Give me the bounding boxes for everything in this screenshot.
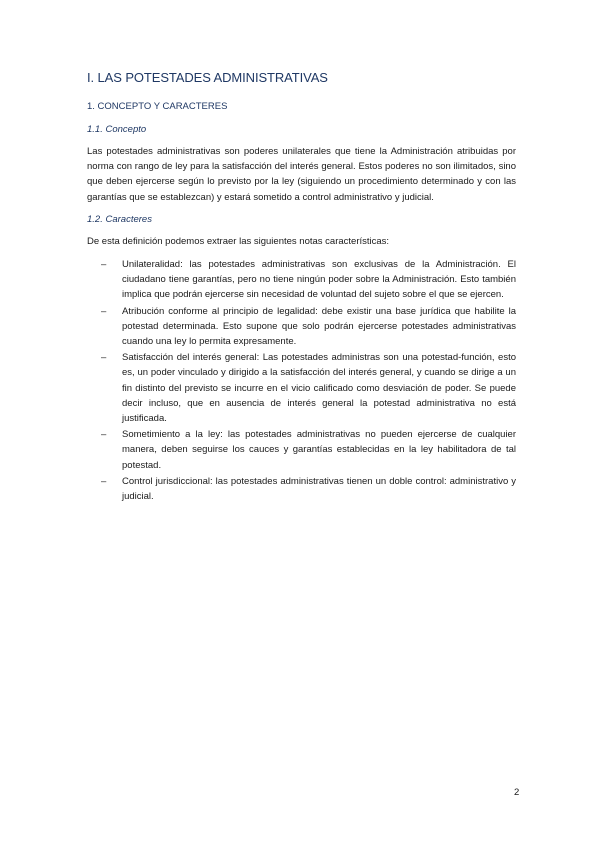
document-title: I. LAS POTESTADES ADMINISTRATIVAS (87, 70, 328, 85)
list-item-text: Atribución conforme al principio de legalidad: debe existir una base jurídica que habilite la potestad determinada. Esto supone que solo podrán ejercerse potestades administrativas cuando una ley lo permita expresamente. (122, 305, 516, 348)
list-item-text: Control jurisdiccional: las potestades administrativas tienen un doble control: administrativo y judicial. (122, 475, 516, 503)
list-item (87, 474, 516, 504)
page-number: 2 (514, 787, 520, 798)
list-item-text: Unilateralidad: las potestades administrativas son exclusivas de la Administración. El ciudadano tiene garantías, pero no tiene ningún poder sobre la Administración. Esto también implica que podrán ejercerse sin necesidad de voluntad del sujeto sobre el que se ejercen. (122, 259, 516, 301)
dash-bullet-icon: – (101, 352, 107, 364)
list-item (87, 304, 516, 350)
section-heading: 1. CONCEPTO Y CARACTERES (87, 101, 228, 112)
dash-bullet-icon: – (101, 305, 107, 317)
list-item (87, 350, 516, 426)
page-content (87, 70, 516, 505)
list-item (87, 427, 516, 473)
subsection-heading-concept: 1.1. Concepto (87, 124, 147, 135)
dash-bullet-icon: – (101, 475, 107, 487)
list-item-text: Satisfacción del interés general: Las potestades administras son una potestad-función, esto es, un poder vinculado y dirigido a la satisfacción del interés general, y cuando se dirige a un fin distinto del previsto se incurre en el vicio calificado como desviación de poder. Se puede decir incluso, que en ausencia de interés general la potestad administrativa no está justificada. (122, 352, 516, 425)
concept-paragraph: Las potestades administrativas son poderes unilaterales que tiene la Administración atribuidas por norma con rango de ley para la satisfacción del interés general. Estos poderes no son ilimitados, sino que deben ejercerse según lo previsto por la ley (siguiendo un procedimiento determinado y con las garantías que se establezcan) y estará sometido a control administrativo y judicial. (87, 146, 516, 203)
dash-bullet-icon: – (101, 429, 107, 441)
characters-list (87, 257, 516, 504)
characters-intro: De esta definición podemos extraer las siguientes notas características: (87, 235, 390, 247)
list-item (87, 257, 516, 303)
subsection-heading-characters: 1.2. Caracteres (87, 213, 152, 225)
list-item-text: Sometimiento a la ley: las potestades administrativas no pueden ejercerse de cualquier manera, deben seguirse los cauces y garantías establecidas en la ley habilitadora de tal potestad. (122, 429, 516, 471)
dash-bullet-icon: – (101, 259, 107, 271)
